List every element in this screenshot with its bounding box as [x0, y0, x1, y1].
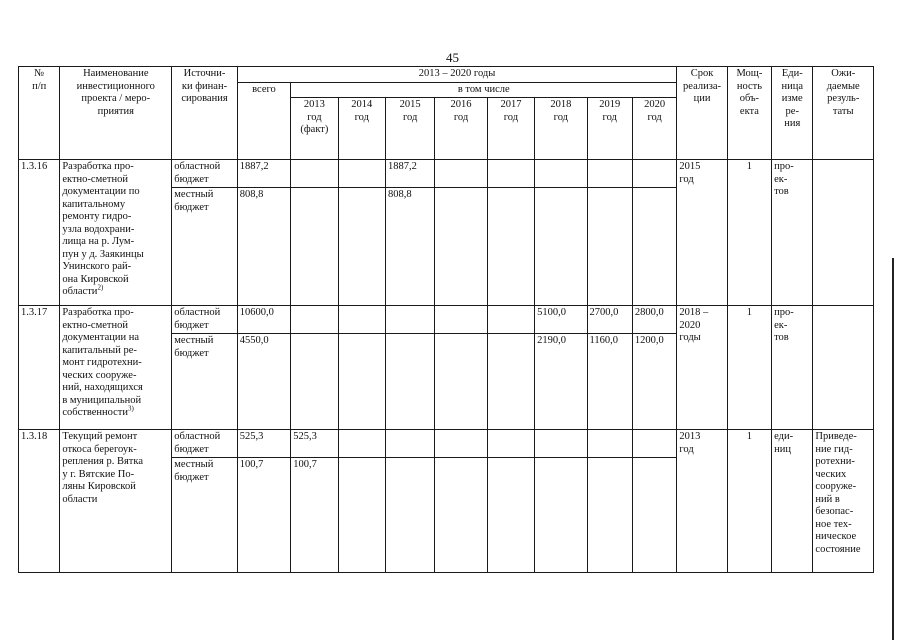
- amount-y2013: [291, 188, 338, 306]
- implementation-term: 2015 год: [677, 160, 727, 306]
- amount-y2018: [535, 160, 587, 188]
- header-year-2013: 2013 год (факт): [291, 98, 338, 160]
- object-capacity: 1: [727, 306, 771, 430]
- amount-y2020: [632, 430, 676, 458]
- amount-y2020: 1200,0: [632, 334, 676, 430]
- project-name-text: Текущий ремонт откоса берегоук- репления р. Вятка у г. Вятские По- ляны Кировской области: [62, 431, 143, 505]
- row-number: 1.3.18: [19, 430, 60, 573]
- measurement-unit: про- ек- тов: [772, 306, 813, 430]
- amount-y2015: [385, 334, 434, 430]
- table-row: [19, 160, 874, 188]
- amount-y2017: [487, 334, 534, 430]
- amount-y2014: [338, 430, 385, 458]
- header-year-2020: 2020 год: [632, 98, 676, 160]
- amount-y2017: [487, 306, 534, 334]
- amount-y2020: [632, 160, 676, 188]
- amount-y2015: [385, 430, 434, 458]
- funding-source: местный бюджет: [172, 188, 238, 306]
- amount-y2016: [435, 188, 487, 306]
- funding-source: местный бюджет: [172, 334, 238, 430]
- amount-y2019: [587, 458, 632, 573]
- amount-y2016: [435, 160, 487, 188]
- amount-y2016: [435, 430, 487, 458]
- amount-y2018: [535, 458, 587, 573]
- page-edge-line: [892, 258, 894, 640]
- amount-y2019: [587, 188, 632, 306]
- header-capacity: Мощ- ность объ- екта: [727, 67, 771, 160]
- row-number: 1.3.16: [19, 160, 60, 306]
- header-term: Срок реализа- ции: [677, 67, 727, 160]
- object-capacity: 1: [727, 160, 771, 306]
- amount-y2020: [632, 188, 676, 306]
- header-source: Источни- ки финан- сирования: [172, 67, 238, 160]
- funding-source: областной бюджет: [172, 306, 238, 334]
- amount-y2015: 808,8: [385, 188, 434, 306]
- amount-total: 808,8: [237, 188, 290, 306]
- amount-y2013: [291, 334, 338, 430]
- page-number: 45: [446, 50, 459, 65]
- amount-y2020: 2800,0: [632, 306, 676, 334]
- header-year-2015: 2015 год: [385, 98, 434, 160]
- amount-y2020: [632, 458, 676, 573]
- expected-results: [813, 306, 874, 430]
- header-years-title: 2013 – 2020 годы: [237, 67, 677, 83]
- amount-total: 4550,0: [237, 334, 290, 430]
- header-year-2016: 2016 год: [435, 98, 487, 160]
- implementation-term: 2013 год: [677, 430, 727, 573]
- amount-y2016: [435, 458, 487, 573]
- amount-y2017: [487, 188, 534, 306]
- amount-y2019: 1160,0: [587, 334, 632, 430]
- row-number: 1.3.17: [19, 306, 60, 430]
- amount-y2019: [587, 160, 632, 188]
- header-year-2014: 2014 год: [338, 98, 385, 160]
- funding-source: областной бюджет: [172, 160, 238, 188]
- project-name: [60, 306, 172, 430]
- header-year-2017: 2017 год: [487, 98, 534, 160]
- funding-source: областной бюджет: [172, 430, 238, 458]
- amount-y2018: [535, 430, 587, 458]
- amount-y2015: [385, 306, 434, 334]
- header-name: Наименование инвестиционного проекта / меро- приятия: [60, 67, 172, 160]
- header-year-2018: 2018 год: [535, 98, 587, 160]
- measurement-unit: еди- ниц: [772, 430, 813, 573]
- amount-y2014: [338, 306, 385, 334]
- amount-y2018: 5100,0: [535, 306, 587, 334]
- amount-total: 10600,0: [237, 306, 290, 334]
- amount-y2013: 100,7: [291, 458, 338, 573]
- amount-y2014: [338, 458, 385, 573]
- table-body: [19, 160, 874, 573]
- amount-y2014: [338, 160, 385, 188]
- amount-y2017: [487, 458, 534, 573]
- investment-projects-table: [18, 66, 874, 573]
- header-year-2019: 2019 год: [587, 98, 632, 160]
- amount-total: 1887,2: [237, 160, 290, 188]
- amount-y2019: [587, 430, 632, 458]
- expected-results: [813, 160, 874, 306]
- expected-results: Приведе- ние гид- ротехни- ческих сооруже- ний в безопас- ное тех- ническое состояние: [813, 430, 874, 573]
- footnote-marker: 3): [128, 404, 134, 413]
- implementation-term: 2018 – 2020 годы: [677, 306, 727, 430]
- amount-y2013: [291, 160, 338, 188]
- amount-y2018: 2190,0: [535, 334, 587, 430]
- amount-y2019: 2700,0: [587, 306, 632, 334]
- project-name: [60, 160, 172, 306]
- measurement-unit: про- ек- тов: [772, 160, 813, 306]
- amount-y2016: [435, 306, 487, 334]
- project-name-text: Разработка про- ектно-сметной документации по капитальному ремонту гидро- узла водохрани- лища на р. Лум- пун у д. Заякинцы Унинского рай- она Кировской области: [62, 161, 144, 297]
- table-row: [19, 430, 874, 458]
- footnote-marker: 2): [97, 283, 104, 292]
- amount-y2015: 1887,2: [385, 160, 434, 188]
- table-row: [19, 306, 874, 334]
- header-including: в том числе: [291, 82, 677, 98]
- project-name: [60, 430, 172, 573]
- object-capacity: 1: [727, 430, 771, 573]
- amount-total: 525,3: [237, 430, 290, 458]
- project-name-text: Разработка про- ектно-сметной документации на капитальный ре- монт гидротехни- ческих сооруже- ний, находящихся в муниципальной собственности: [62, 307, 143, 418]
- amount-total: 100,7: [237, 458, 290, 573]
- amount-y2013: 525,3: [291, 430, 338, 458]
- amount-y2016: [435, 334, 487, 430]
- amount-y2015: [385, 458, 434, 573]
- header-unit: Еди- ница изме ре- ния: [772, 67, 813, 160]
- header-num: № п/п: [19, 67, 60, 160]
- amount-y2013: [291, 306, 338, 334]
- funding-source: местный бюджет: [172, 458, 238, 573]
- header-total: всего: [237, 82, 290, 160]
- amount-y2017: [487, 160, 534, 188]
- header-results: Ожи- даемые резуль- таты: [813, 67, 874, 160]
- amount-y2014: [338, 188, 385, 306]
- amount-y2017: [487, 430, 534, 458]
- amount-y2018: [535, 188, 587, 306]
- amount-y2014: [338, 334, 385, 430]
